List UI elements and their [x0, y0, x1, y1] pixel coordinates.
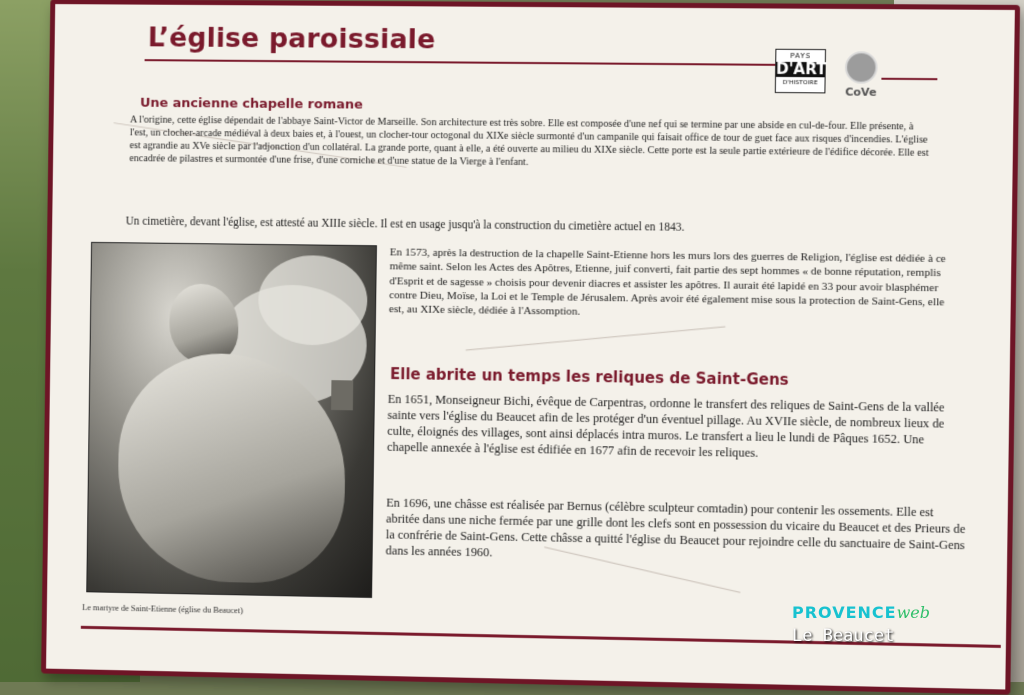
history-1573-paragraph: En 1573, après la destruction de la chapelle Saint-Etienne hors les murs lors des guerres de Religion, l'église est dédiée à ce même saint. Selon les Actes des Apôtres, Etienne, juif converti, fait partie des sept hommes « de bonne réputation, remplis d'Esprit et de sagesse » choisis pour devenir diacres et assister les apôtres. Il aurait été lapidé en 33 pour avoir blasphémer contre Dieu, Moïse, la Loi et le Temple de Jérusalem. Après avoir été également mise sous la protection de Saint-Gens, elle est, au XIXe siècle, dédiée à l'Assomption.: [388, 246, 946, 319]
cove-emblem-icon: [845, 51, 878, 83]
history-1696-paragraph: En 1696, une châsse est réalisée par Bernus (célèbre sculpteur comtadin) pour contenir les ossements. Elle est abritée dans une niche fermée par une grille dont les clefs sont en possession du vicaire du Beaucet et des Prieurs de la confrérie de Saint-Gens. Cette châsse a quitté l'église du Beaucet pour rejoindre celle du sanctuaire de Saint-Gens dans les années 1960.: [385, 495, 966, 560]
history-1651-paragraph: En 1651, Monseigneur Bichi, évêque de Carpentras, ordonne le transfert des reliques de Saint-Gens de la vallée sainte vers l'église du Beaucet afin de les protéger d'un éventuel pillage. Au XVIIe siècle, de nombreux lieux de culte, éloignés des villages, sont ainsi déplacés intra muros. Le transfert a lieu le lundi de Pâques 1652. Une chapelle annexée à l'église est édifiée en 1677 afin de recevoir les reliques.: [386, 391, 945, 461]
section-heading-chapelle: Une ancienne chapelle romane: [139, 95, 363, 113]
title-divider-right: [881, 78, 937, 80]
painting-caption: Le martyre de Saint-Etienne (église du Beaucet): [82, 602, 244, 616]
information-board: [41, 0, 1020, 695]
intro-paragraph: A l'origine, cette église dépendait de l'abbaye Saint-Victor de Marseille. Son architecture est très sobre. Elle est composée d'une nef qui se termine par une abside en cul-de-four. Elle présente, à l'est, un clocher-arcade médiéval à deux baies et, à l'ouest, un clocher-tour octogonal du XIXe siècle surmonté d'un campanile qui faisait office de tour de guet face aux risques d'incendies. L'église est agrandie au XVe siècle par l'adjonction d'un collatéral. La grande porte, quant à elle, a été ouverte au milieu du XIXe siècle. Cette porte est la seule partie extérieure de l'édifice décorée. Elle est encadrée de pilastres et surmontée d'une frise, d'une corniche et d'une statue de la Vierge à l'enfant.: [129, 114, 929, 169]
angel-figure: [169, 283, 239, 363]
board-title: L’église paroissiale: [147, 22, 436, 56]
pays-art-histoire-logo: PAYS D'ART D'HISTOIRE: [775, 49, 826, 94]
martyrdom-painting: [86, 242, 377, 598]
cemetery-paragraph: Un cimetière, devant l'église, est attesté au XIIIe siècle. Il est en usage jusqu'à la construction du cimetière actuel en 1843.: [125, 215, 685, 234]
location-label: Le Beaucet: [792, 626, 895, 646]
title-divider: [145, 59, 783, 66]
provenceweb-watermark: PROVENCEweb: [792, 603, 930, 622]
section-heading-reliques: Elle abrite un temps les reliques de Saint-Gens: [389, 365, 789, 389]
cove-logo: CoVe: [835, 49, 886, 98]
